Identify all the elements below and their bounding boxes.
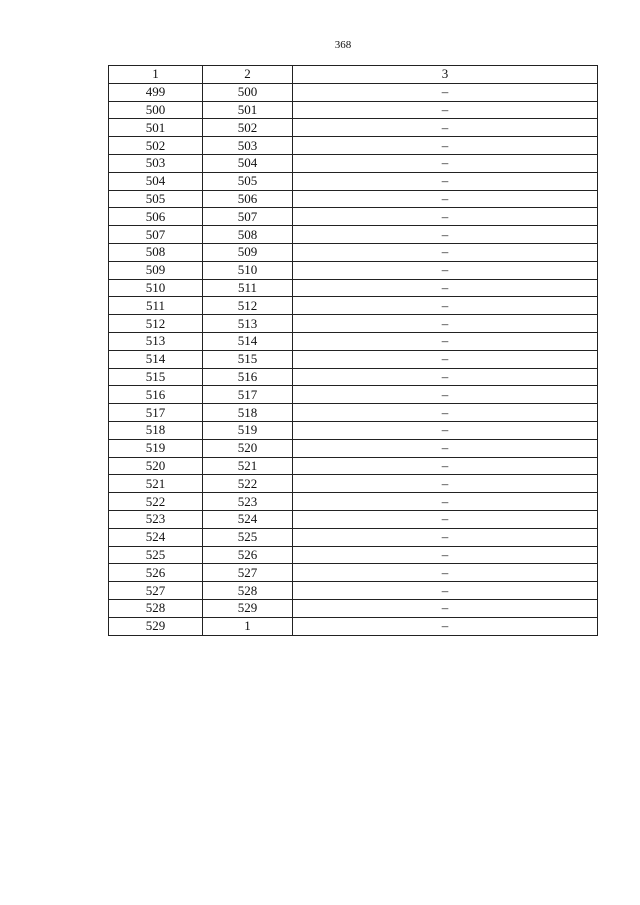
table-cell-col-2: 526 [203, 546, 293, 564]
table-cell-col-1: 525 [109, 546, 203, 564]
table-row [109, 475, 598, 493]
table-row [109, 243, 598, 261]
table-cell-col-2: 519 [203, 421, 293, 439]
table-cell-col-3: – [293, 528, 598, 546]
table-row [109, 404, 598, 422]
table-cell-col-3: – [293, 617, 598, 635]
table-cell-col-3: – [293, 172, 598, 190]
table-cell-col-1: 521 [109, 475, 203, 493]
table-cell-col-3: – [293, 564, 598, 582]
table-cell-col-3: – [293, 154, 598, 172]
table-cell-col-1: 507 [109, 226, 203, 244]
table-cell-col-1: 513 [109, 332, 203, 350]
table-cell-col-3: – [293, 386, 598, 404]
column-header-1: 1 [109, 66, 203, 84]
table-cell-col-1: 514 [109, 350, 203, 368]
table-cell-col-1: 499 [109, 83, 203, 101]
table-cell-col-2: 527 [203, 564, 293, 582]
header-row [109, 66, 598, 84]
table-cell-col-1: 520 [109, 457, 203, 475]
table-cell-col-2: 510 [203, 261, 293, 279]
table-cell-col-3: – [293, 493, 598, 511]
column-header-2: 2 [203, 66, 293, 84]
table-cell-col-2: 1 [203, 617, 293, 635]
table-cell-col-2: 500 [203, 83, 293, 101]
table-cell-col-3: – [293, 475, 598, 493]
table-cell-col-1: 517 [109, 404, 203, 422]
table-cell-col-2: 502 [203, 119, 293, 137]
table-cell-col-1: 512 [109, 315, 203, 333]
table-row [109, 350, 598, 368]
table-row [109, 457, 598, 475]
table-cell-col-2: 506 [203, 190, 293, 208]
table-cell-col-3: – [293, 421, 598, 439]
table-cell-col-1: 519 [109, 439, 203, 457]
table-cell-col-3: – [293, 243, 598, 261]
page-number: 368 [334, 39, 352, 51]
table-cell-col-3: – [293, 510, 598, 528]
table-row [109, 297, 598, 315]
table-cell-col-2: 503 [203, 137, 293, 155]
table-cell-col-2: 518 [203, 404, 293, 422]
table-cell-col-1: 506 [109, 208, 203, 226]
table-cell-col-3: – [293, 119, 598, 137]
table-row [109, 101, 598, 119]
table-row [109, 332, 598, 350]
table-cell-col-3: – [293, 457, 598, 475]
table-row [109, 83, 598, 101]
table-cell-col-2: 520 [203, 439, 293, 457]
table-cell-col-2: 523 [203, 493, 293, 511]
table-cell-col-1: 511 [109, 297, 203, 315]
table-cell-col-2: 504 [203, 154, 293, 172]
table-row [109, 546, 598, 564]
table-cell-col-1: 516 [109, 386, 203, 404]
table-cell-col-1: 505 [109, 190, 203, 208]
table-cell-col-1: 518 [109, 421, 203, 439]
table-cell-col-1: 502 [109, 137, 203, 155]
table-cell-col-2: 501 [203, 101, 293, 119]
table-cell-col-1: 524 [109, 528, 203, 546]
table-cell-col-1: 510 [109, 279, 203, 297]
table-cell-col-1: 529 [109, 617, 203, 635]
table-cell-col-2: 525 [203, 528, 293, 546]
table-row [109, 154, 598, 172]
table-row [109, 528, 598, 546]
table-cell-col-2: 512 [203, 297, 293, 315]
table-cell-col-3: – [293, 190, 598, 208]
table-cell-col-2: 508 [203, 226, 293, 244]
table-cell-col-3: – [293, 137, 598, 155]
table-cell-col-1: 509 [109, 261, 203, 279]
data-table [108, 65, 598, 636]
table-row [109, 493, 598, 511]
table-cell-col-1: 500 [109, 101, 203, 119]
table-cell-col-2: 524 [203, 510, 293, 528]
table-cell-col-3: – [293, 439, 598, 457]
table-row [109, 368, 598, 386]
table-row [109, 599, 598, 617]
table-row [109, 172, 598, 190]
table-cell-col-3: – [293, 582, 598, 600]
table-cell-col-3: – [293, 315, 598, 333]
table-cell-col-3: – [293, 368, 598, 386]
table-cell-col-2: 516 [203, 368, 293, 386]
table-cell-col-1: 504 [109, 172, 203, 190]
table-cell-col-1: 508 [109, 243, 203, 261]
table-row [109, 582, 598, 600]
table-cell-col-2: 505 [203, 172, 293, 190]
table-row [109, 190, 598, 208]
table-cell-col-1: 501 [109, 119, 203, 137]
table-cell-col-3: – [293, 546, 598, 564]
table-cell-col-2: 515 [203, 350, 293, 368]
table-cell-col-2: 528 [203, 582, 293, 600]
table-cell-col-1: 528 [109, 599, 203, 617]
table-cell-col-3: – [293, 350, 598, 368]
table-row [109, 617, 598, 635]
table-cell-col-1: 522 [109, 493, 203, 511]
table-row [109, 119, 598, 137]
table-row [109, 137, 598, 155]
table-cell-col-1: 526 [109, 564, 203, 582]
table-body [109, 83, 598, 635]
table-cell-col-2: 514 [203, 332, 293, 350]
table-cell-col-3: – [293, 599, 598, 617]
table-row [109, 279, 598, 297]
table-cell-col-2: 517 [203, 386, 293, 404]
table-cell-col-2: 521 [203, 457, 293, 475]
table-cell-col-3: – [293, 83, 598, 101]
table-cell-col-3: – [293, 297, 598, 315]
table-cell-col-1: 527 [109, 582, 203, 600]
table-cell-col-3: – [293, 404, 598, 422]
table-cell-col-2: 529 [203, 599, 293, 617]
table-cell-col-3: – [293, 101, 598, 119]
table-cell-col-2: 513 [203, 315, 293, 333]
table-row [109, 421, 598, 439]
table-cell-col-1: 523 [109, 510, 203, 528]
table-cell-col-1: 515 [109, 368, 203, 386]
table-row [109, 564, 598, 582]
table-cell-col-3: – [293, 261, 598, 279]
table-cell-col-1: 503 [109, 154, 203, 172]
table-cell-col-3: – [293, 226, 598, 244]
table-row [109, 510, 598, 528]
table-cell-col-2: 509 [203, 243, 293, 261]
table-row [109, 208, 598, 226]
table-row [109, 261, 598, 279]
table-cell-col-2: 507 [203, 208, 293, 226]
table-cell-col-3: – [293, 279, 598, 297]
table-cell-col-2: 522 [203, 475, 293, 493]
table-row [109, 315, 598, 333]
table-row [109, 226, 598, 244]
table-cell-col-2: 511 [203, 279, 293, 297]
table-row [109, 439, 598, 457]
column-header-3: 3 [293, 66, 598, 84]
table-cell-col-3: – [293, 332, 598, 350]
table-row [109, 386, 598, 404]
table-cell-col-3: – [293, 208, 598, 226]
